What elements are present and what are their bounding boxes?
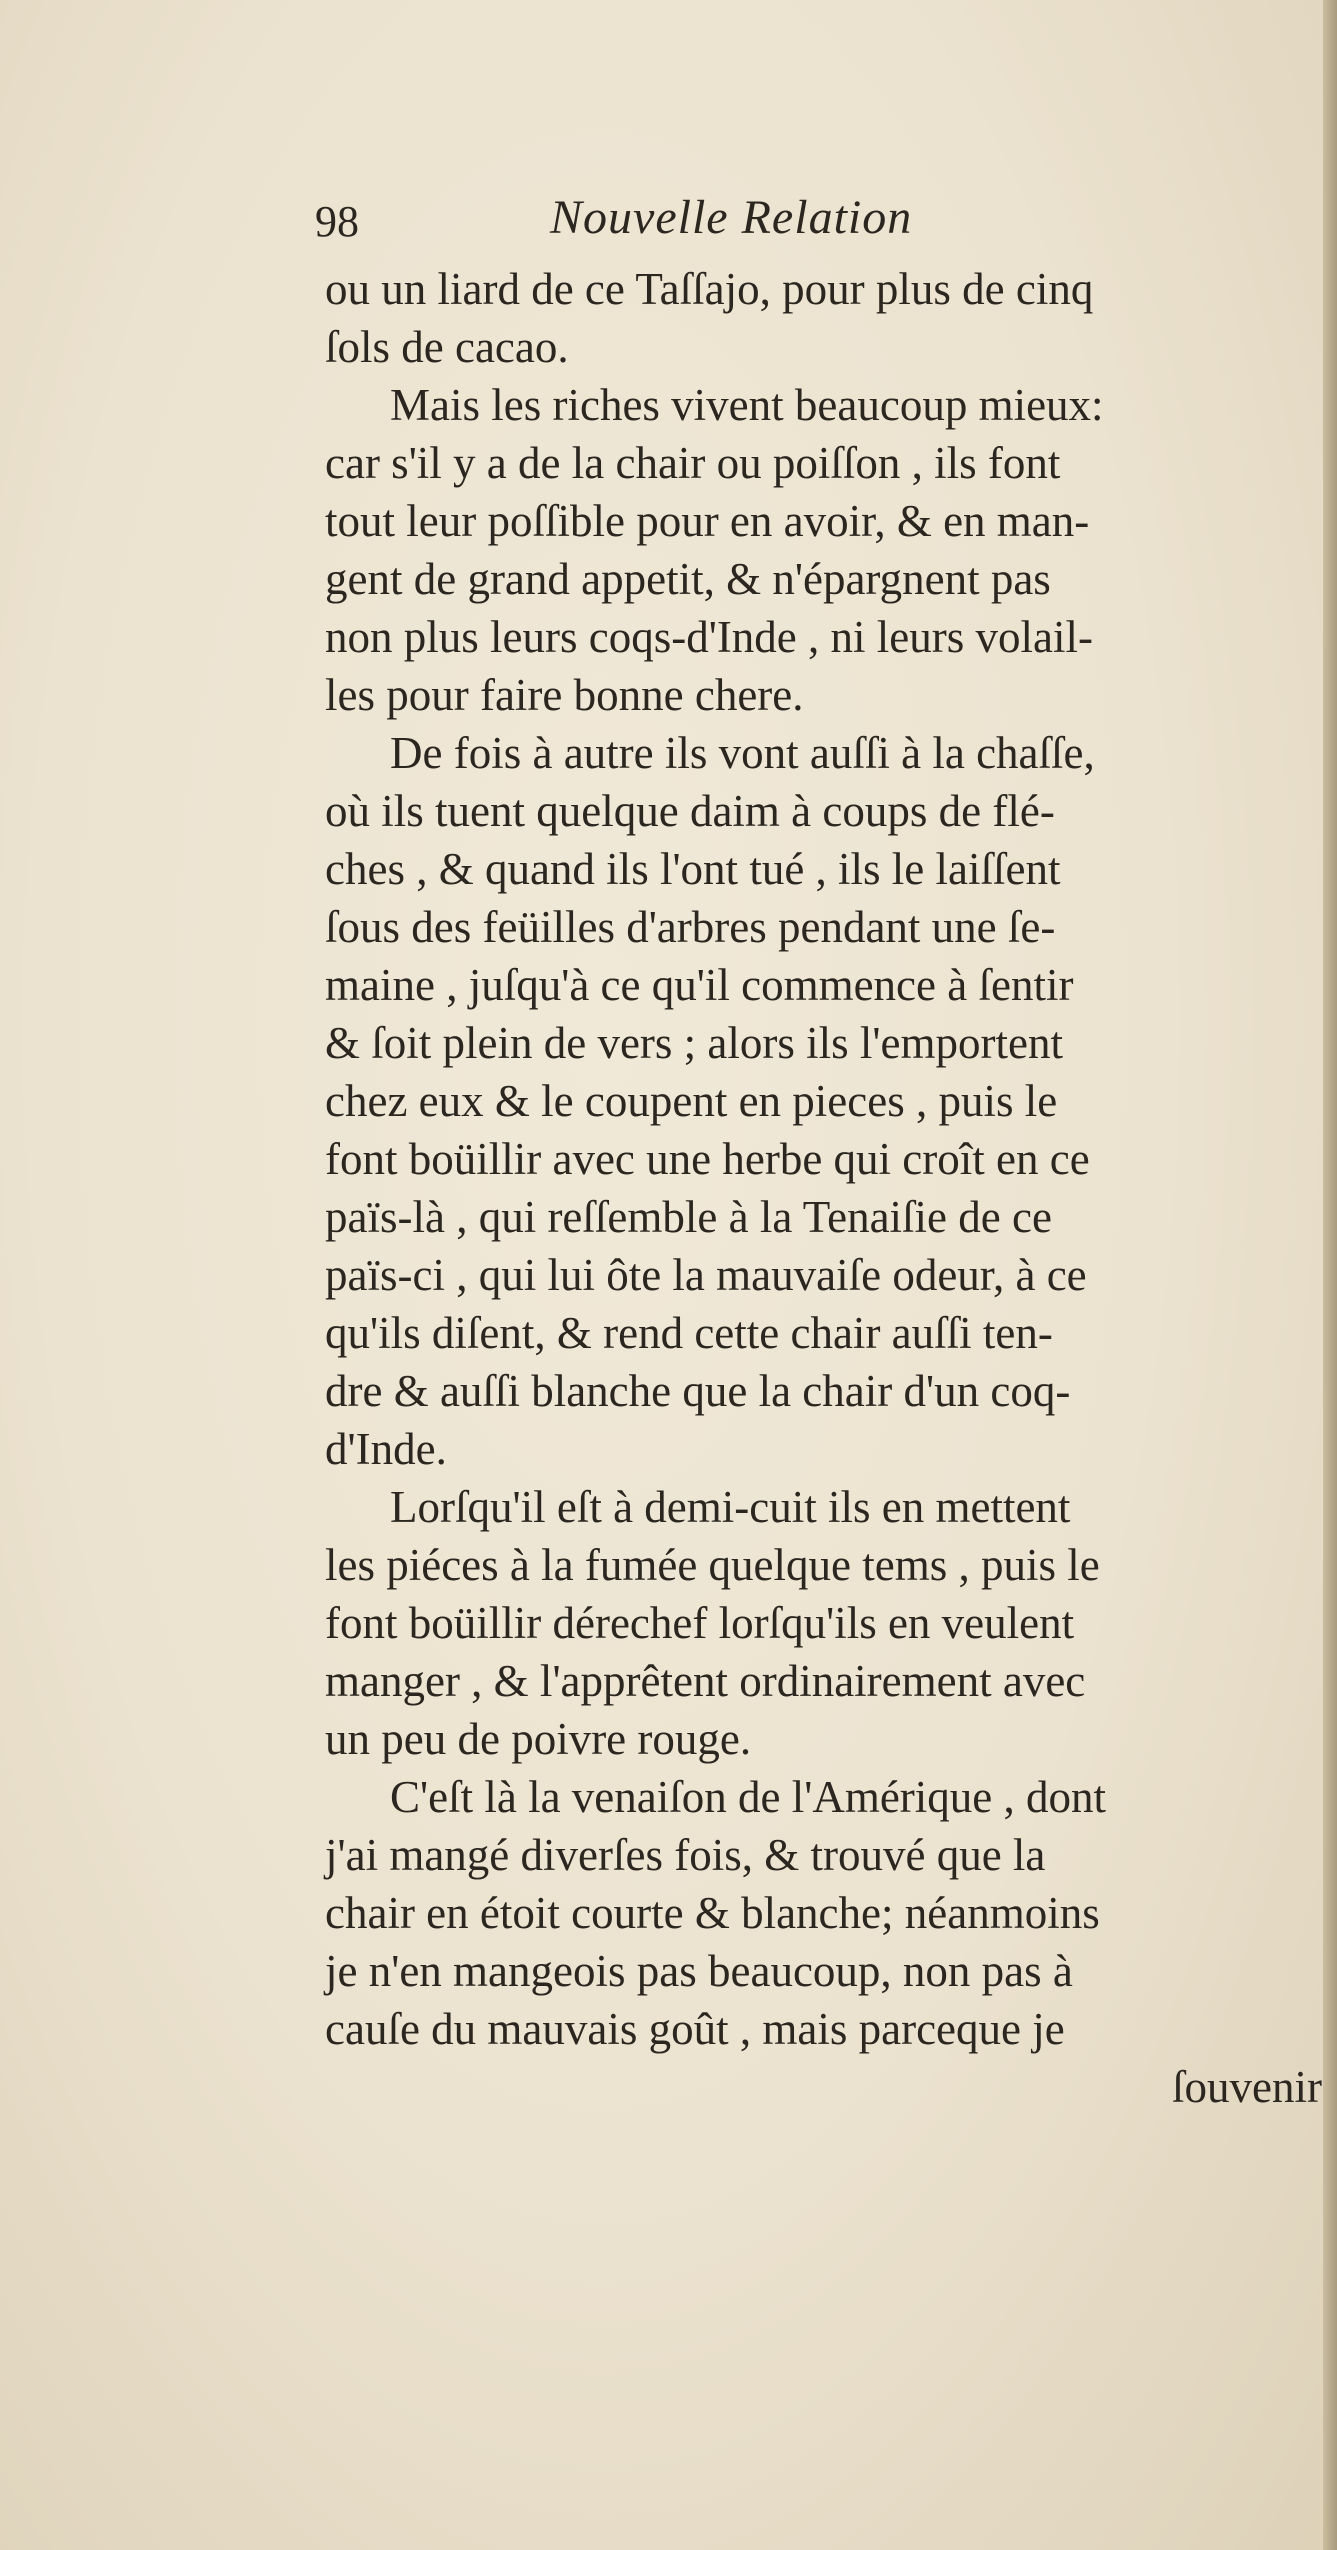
text-line: je n'en mangeois pas beaucoup, non pas à (325, 1946, 1073, 1996)
text-line: les pour faire bonne chere. (325, 670, 804, 720)
page-edge (1323, 0, 1337, 2550)
text-line: ſols de cacao. (325, 322, 569, 372)
text-line: De fois à autre ils vont auſſi à la chaſſe, (390, 728, 1095, 778)
text-line: païs-ci , qui lui ôte la mauvaiſe odeur, à ce (325, 1250, 1087, 1300)
catchword-line (325, 2058, 1325, 2116)
text-line: font boüillir dérechef lorſqu'ils en veulent (325, 1598, 1075, 1648)
text-line: font boüillir avec une herbe qui croît en ce (325, 1134, 1090, 1184)
text-line: Lorſqu'il eſt à demi-cuit ils en mettent (390, 1482, 1071, 1532)
page-header (315, 190, 1015, 270)
page-number: 98 (315, 197, 359, 246)
text-line: où ils tuent quelque daim à coups de flé- (325, 786, 1055, 836)
body-text (325, 260, 1325, 2116)
text-line: chez eux & le coupent en pieces , puis le (325, 1076, 1058, 1126)
text-line: manger , & l'apprêtent ordinairement avec (325, 1656, 1086, 1706)
text-line: Mais les riches vivent beaucoup mieux: (390, 380, 1104, 430)
text-line: dre & auſſi blanche que la chair d'un coq- (325, 1366, 1071, 1416)
text-line: païs-là , qui reſſemble à la Tenaiſie de ce (325, 1192, 1052, 1242)
text-line: maine , juſqu'à ce qu'il commence à ſentir (325, 960, 1074, 1010)
text-line: & ſoit plein de vers ; alors ils l'emportent (325, 1018, 1063, 1068)
text-line: tout leur poſſible pour en avoir, & en man- (325, 496, 1090, 546)
text-line: d'Inde. (325, 1424, 447, 1474)
text-line: qu'ils diſent, & rend cette chair auſſi ten- (325, 1308, 1053, 1358)
text-line: non plus leurs coqs-d'Inde , ni leurs volail- (325, 612, 1093, 662)
text-line: j'ai mangé diverſes fois, & trouvé que la (325, 1830, 1046, 1880)
text-line: un peu de poivre rouge. (325, 1714, 752, 1764)
text-line: cauſe du mauvais goût , mais parceque je (325, 2004, 1065, 2054)
text-line: ou un liard de ce Taſſajo, pour plus de cinq (325, 264, 1094, 314)
text-line: chair en étoit courte & blanche; néanmoins (325, 1888, 1100, 1938)
text-line: ches , & quand ils l'ont tué , ils le laiſſent (325, 844, 1061, 894)
running-title: Nouvelle Relation (550, 191, 913, 244)
text-line: car s'il y a de la chair ou poiſſon , ils font (325, 438, 1061, 488)
text-line: gent de grand appetit, & n'épargnent pas (325, 554, 1051, 604)
text-line: C'eſt là la venaiſon de l'Amérique , dont (390, 1772, 1107, 1822)
text-line: ſous des feüilles d'arbres pendant une ſe- (325, 902, 1056, 952)
text-line: les piéces à la fumée quelque tems , puis le (325, 1540, 1100, 1590)
catchword: ſouvenir (1172, 2062, 1322, 2112)
